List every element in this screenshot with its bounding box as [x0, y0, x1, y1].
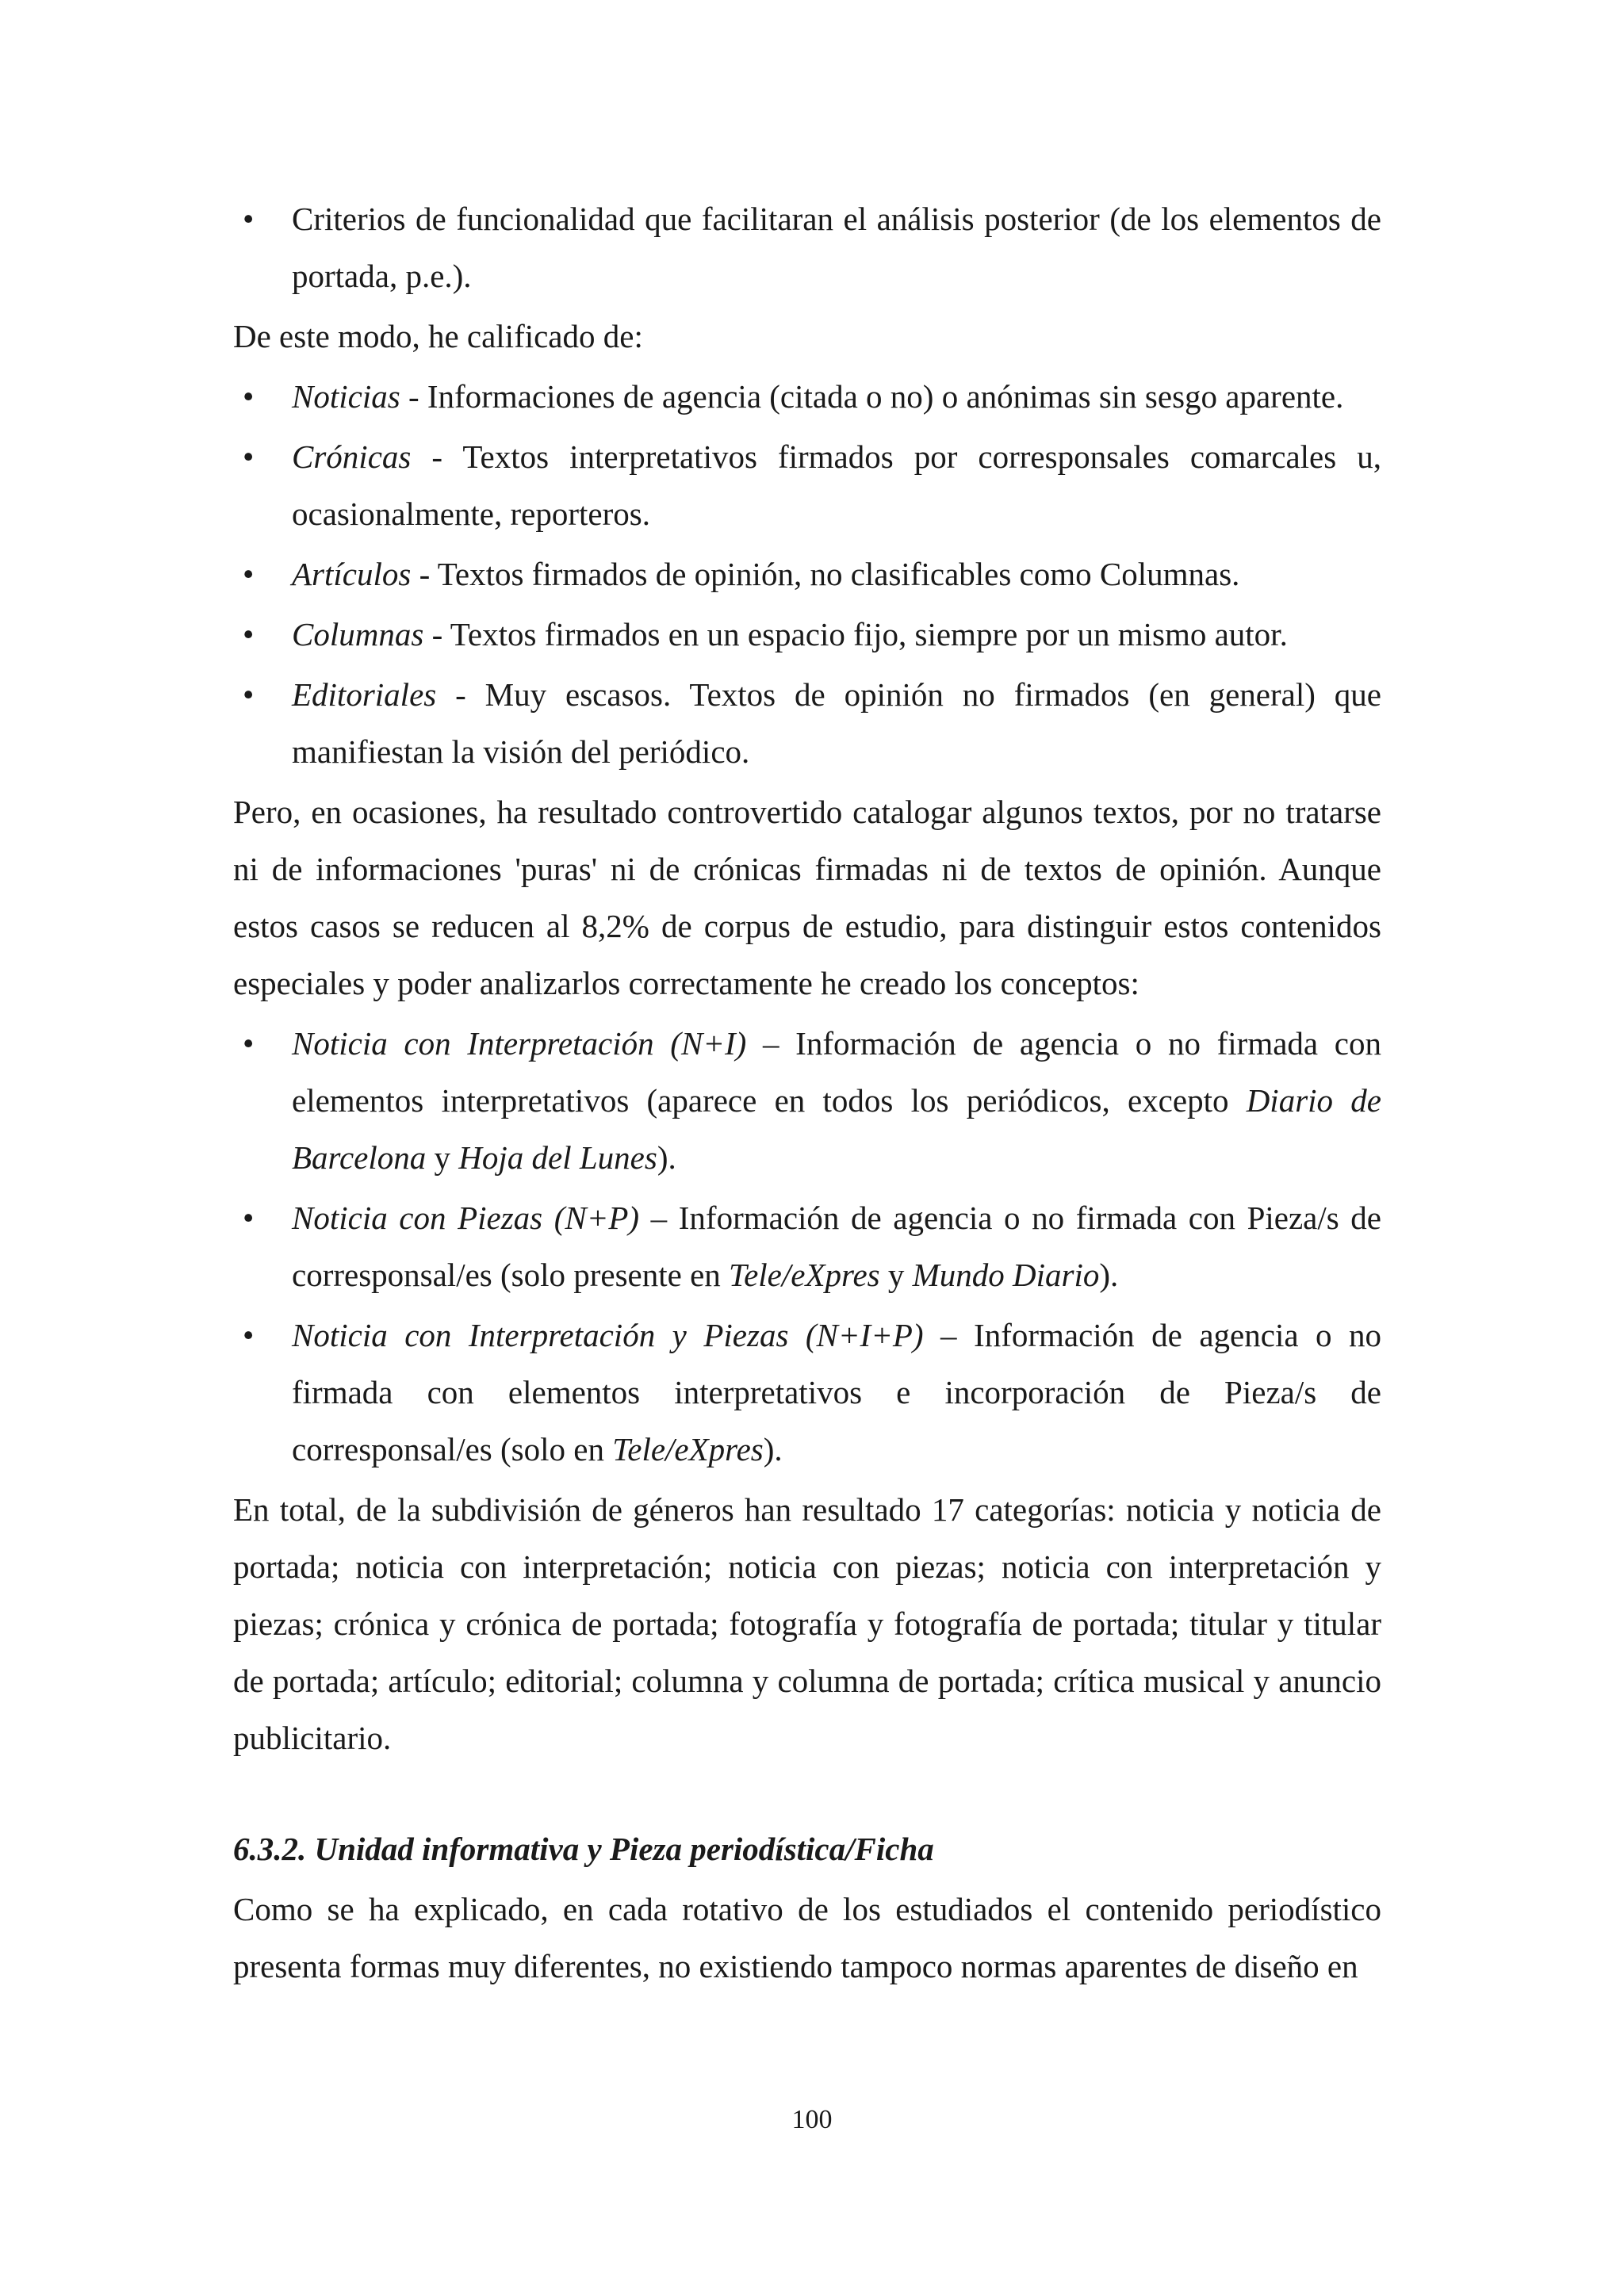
page-number: 100 — [791, 2105, 833, 2134]
newspaper-title: Mundo Diario — [912, 1257, 1100, 1293]
list-item-term: Noticia con Piezas (N+P) — [292, 1200, 640, 1236]
list-item-term: Columnas — [292, 616, 424, 652]
bullet-icon: • — [243, 438, 255, 475]
list-item-term: Editoriales — [292, 676, 437, 713]
list-item — [233, 190, 1381, 304]
list-item-text: - Informaciones de agencia (citada o no) o anónimas sin sesgo aparente. — [400, 378, 1344, 415]
list-item-term: Artículos — [292, 556, 412, 592]
list-item-term: Noticia con Interpretación (N+I) — [292, 1025, 747, 1062]
list-item-text: y — [426, 1139, 459, 1176]
list-item-text: ). — [657, 1139, 676, 1176]
list-item-text: - Muy escasos. Textos de opinión no firmados (en general) que manifiestan la visión del periódico. — [292, 676, 1381, 770]
bullet-icon: • — [243, 1025, 255, 1062]
list-item — [233, 545, 1381, 603]
bullet-icon: • — [243, 676, 255, 713]
list-item — [233, 368, 1381, 425]
paragraph: De este modo, he calificado de: — [233, 318, 643, 354]
paragraph: En total, de la subdivisión de géneros han resultado 17 categorías: noticia y noticia de portada; noticia con interpretación; noticia con piezas; noticia con interpretación y piezas; crónica y crónica de portada; fotografía y fotografía de portada; titular y titular de portada; artículo; editorial; columna y columna de portada; crítica musical y anuncio publicitario. — [233, 1491, 1381, 1756]
list-item-text: Criterios de funcionalidad que facilitaran el análisis posterior (de los elementos de portada, p.e.). — [292, 201, 1381, 294]
list-item-text: - Textos firmados en un espacio fijo, siempre por un mismo autor. — [423, 616, 1288, 652]
bullet-icon: • — [243, 556, 255, 592]
list-item — [233, 428, 1381, 542]
list-item-text: y — [879, 1257, 913, 1293]
list-item — [233, 1015, 1381, 1186]
list-item — [233, 1189, 1381, 1303]
list-item-text: ). — [1099, 1257, 1119, 1293]
bullet-icon: • — [243, 1200, 255, 1236]
bullet-icon: • — [243, 378, 255, 415]
list-item-term: Noticia con Interpretación y Piezas (N+I+P) — [292, 1317, 924, 1353]
list-item — [233, 606, 1381, 663]
bullet-icon: • — [243, 616, 255, 652]
list-item-text: - Textos firmados de opinión, no clasificables como Columnas. — [411, 556, 1240, 592]
list-item-term: Noticias — [292, 378, 400, 415]
newspaper-title: Diario de Barcelona — [292, 1082, 1381, 1176]
list-item-text: ). — [763, 1431, 783, 1468]
list-item-text: – Información de agencia o no firmada con elementos interpretativos e incorporación de Pieza/s de corresponsal/es (solo en — [292, 1317, 1381, 1468]
paragraph: Pero, en ocasiones, ha resultado controvertido catalogar algunos textos, por no tratarse ni de informaciones 'puras' ni de crónicas firmadas ni de textos de opinión. Aunque estos casos se reducen al 8,2% de corpus de estudio, para distinguir estos contenidos especiales y poder analizarlos correctamente he creado los conceptos: — [233, 794, 1381, 1001]
bullet-icon: • — [243, 201, 255, 237]
bullet-icon: • — [243, 1317, 255, 1353]
newspaper-title: Tele/eXpres — [612, 1431, 764, 1468]
list-item-text: – Información de agencia o no firmada con Pieza/s de corresponsal/es (solo presente en — [292, 1200, 1382, 1293]
list-item — [233, 1307, 1381, 1478]
list-item-text: - Textos interpretativos firmados por corresponsales comarcales u, ocasionalmente, reporteros. — [292, 438, 1381, 532]
section-heading: 6.3.2. Unidad informativa y Pieza periodística/Ficha — [233, 1831, 934, 1867]
paragraph: Como se ha explicado, en cada rotativo de los estudiados el contenido periodístico presenta formas muy diferentes, no existiendo tampoco normas aparentes de diseño en — [233, 1891, 1381, 1984]
list-item-term: Crónicas — [292, 438, 412, 475]
newspaper-title: Hoja del Lunes — [458, 1139, 657, 1176]
list-item-text: – Información de agencia o no firmada con elementos interpretativos (aparece en todos los periódicos, excepto — [292, 1025, 1382, 1119]
page-content — [233, 190, 1381, 1995]
list-item — [233, 666, 1381, 780]
newspaper-title: Tele/eXpres — [729, 1257, 880, 1293]
